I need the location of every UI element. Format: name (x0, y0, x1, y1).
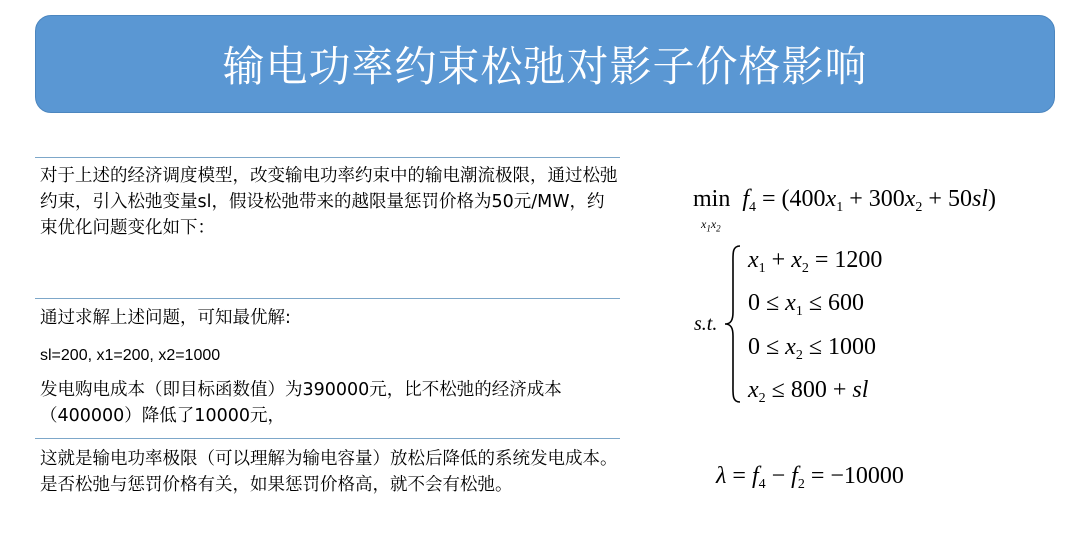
x-subscript: 1 (795, 304, 803, 319)
constraint-x2-bounds (748, 334, 876, 364)
sl-symbol: sl (971, 186, 988, 212)
paragraph-conclusion (40, 446, 620, 498)
f-subscript: 4 (749, 200, 757, 215)
x-subscript: 2 (758, 391, 766, 406)
rhs-value: = −10000 (804, 463, 904, 489)
cost-statement: 发电购电成本（即目标函数值）为390000元，比不松弛的经济成本（400000）降低了10000元， (40, 380, 562, 426)
constraint-balance (748, 247, 882, 277)
lhs-value: 0 ≤ (748, 290, 786, 316)
solution-values: sl=200, x1=200, x2=1000 (40, 347, 221, 364)
min-variables (701, 217, 721, 233)
x1-symbol: x (825, 186, 837, 212)
f-symbol: f (751, 463, 759, 489)
constraint-transmission-limit (748, 377, 868, 407)
lhs-value: 0 ≤ (748, 334, 786, 360)
under-x: x (710, 217, 717, 231)
lambda-symbol: λ (716, 463, 727, 489)
x2-symbol: x (904, 186, 916, 212)
title-banner (35, 15, 1055, 113)
f-subscript: 2 (797, 477, 805, 492)
paragraph-solution (40, 305, 620, 429)
equals-sign: = (726, 463, 752, 489)
x-symbol: x (748, 247, 759, 273)
constraint-x1-bounds (748, 290, 864, 320)
f-symbol: f (742, 186, 750, 212)
shadow-price-equation (716, 463, 904, 493)
x-subscript: 1 (758, 261, 766, 276)
sl-symbol: sl (852, 377, 869, 403)
f-symbol: f (791, 463, 798, 489)
divider-top (35, 157, 620, 158)
obj-close: ) (987, 186, 996, 212)
rhs-value: = 1200 (808, 247, 883, 273)
obj-term2: + 300 (843, 186, 905, 212)
x-symbol: x (748, 377, 759, 403)
minus-sign: − (765, 463, 792, 489)
under-2: 2 (716, 223, 721, 234)
paragraph-text: 对于上述的经济调度模型，改变输电功率约束中的输电潮流极限，通过松弛约束，引入松弛变量sl，假设松弛带来的越限量惩罚价格为50元/MW，约束优化问题变化如下： (40, 166, 618, 238)
objective-function (693, 186, 996, 216)
x-symbol: x (785, 334, 796, 360)
f-subscript: 4 (758, 477, 766, 492)
rhs-value: ≤ 600 (802, 290, 864, 316)
x-subscript: 2 (795, 348, 803, 363)
paragraph-model-change (40, 163, 620, 241)
subject-to-label (694, 313, 717, 336)
x-symbol: x (791, 247, 802, 273)
under-x: x (701, 217, 707, 231)
constraint-brace (722, 244, 744, 404)
st-text: s.t. (694, 313, 718, 335)
x1-subscript: 1 (836, 200, 844, 215)
rhs-value: ≤ 1000 (802, 334, 876, 360)
x2-subscript: 2 (915, 200, 923, 215)
rhs-value: ≤ 800 + (765, 377, 853, 403)
x-subscript: 2 (801, 261, 809, 276)
x-symbol: x (785, 290, 796, 316)
divider-bottom (35, 438, 620, 439)
obj-term3: + 50 (922, 186, 972, 212)
min-operator: min (693, 186, 731, 212)
plus-sign: + (765, 247, 792, 273)
divider-middle (35, 298, 620, 299)
solution-intro: 通过求解上述问题，可知最优解: (40, 308, 291, 328)
under-1: 1 (706, 223, 711, 234)
conclusion-text: 这就是输电功率极限（可以理解为输电容量）放松后降低的系统发电成本。是否松弛与惩罚价格有关，如果惩罚价格高，就不会有松弛。 (40, 449, 618, 495)
slide-title: 输电功率约束松弛对影子价格影响 (222, 42, 868, 91)
obj-eq: = (400 (756, 186, 826, 212)
